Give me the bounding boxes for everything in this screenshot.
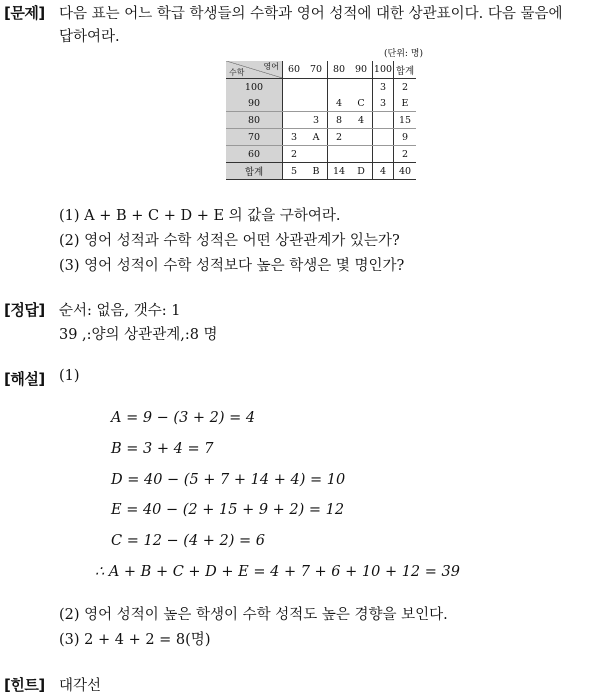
explanation-part2: (2) 영어 성적이 높은 학생이 수학 성적도 높은 경향을 보인다. [59, 607, 448, 623]
answer-line2: 39 ,:양의 상관관계,:8 명 [59, 327, 218, 343]
table-cell [350, 146, 373, 163]
equation-b: B = 3 + 4 = 7 [111, 441, 214, 457]
col-header: 80 [328, 61, 351, 79]
row-header: 100 [226, 79, 283, 96]
total-cell: 4 [373, 163, 394, 180]
col-header: 합계 [394, 61, 417, 79]
table-cell: 4 [350, 112, 373, 129]
table-cell [283, 112, 306, 129]
col-header: 70 [305, 61, 328, 79]
problem-text-line2: 답하여라. [59, 29, 120, 45]
table-cell: 3 [373, 95, 394, 112]
col-header: 100 [373, 61, 394, 79]
equation-e: E = 40 − (2 + 15 + 9 + 2) = 12 [111, 502, 345, 518]
total-cell: 5 [283, 163, 306, 180]
hint-text: 대각선 [59, 678, 102, 694]
table-cell: 3 [283, 129, 306, 146]
table-cell: 3 [305, 112, 328, 129]
question-3: (3) 영어 성적이 수학 성적보다 높은 학생은 몇 명인가? [59, 258, 405, 274]
total-cell: D [350, 163, 373, 180]
equation-c: C = 12 − (4 + 2) = 6 [111, 533, 266, 549]
table-cell [373, 129, 394, 146]
correlation-table [226, 61, 416, 180]
table-cell [373, 146, 394, 163]
total-cell: 40 [394, 163, 417, 180]
table-cell [305, 146, 328, 163]
table-cell [373, 112, 394, 129]
table-cell [350, 79, 373, 96]
table-cell: 9 [394, 129, 417, 146]
explanation-part3: (3) 2 + 4 + 2 = 8(명) [59, 632, 211, 648]
total-cell: 14 [328, 163, 351, 180]
table-corner [226, 61, 282, 78]
hint-label: [힌트] [4, 676, 45, 694]
table-cell: A [305, 129, 328, 146]
table-cell: E [394, 95, 417, 112]
table-cell [328, 79, 351, 96]
question-1: (1) A + B + C + D + E 의 값을 구하여라. [59, 208, 341, 224]
table-cell: 2 [290, 148, 298, 160]
problem-label: [문제] [4, 4, 45, 22]
table-cell: C [350, 95, 373, 112]
table-cell: 8 [328, 112, 351, 129]
total-cell: B [305, 163, 328, 180]
problem-text-line1: 다음 표는 어느 학급 학생들의 수학과 영어 성적에 대한 상관표이다. 다음 물음에 [59, 6, 563, 22]
row-header: 90 [226, 95, 283, 112]
explanation-label: [해설] [4, 370, 45, 388]
explanation-part1: (1) [59, 368, 80, 384]
total-row-header: 합계 [226, 163, 283, 180]
table-unit: (단위: 명) [384, 49, 423, 59]
col-header: 60 [283, 61, 306, 79]
equation-d: D = 40 − (5 + 7 + 14 + 4) = 10 [111, 472, 346, 488]
table-cell [328, 146, 351, 163]
equation-sum: ∴ A + B + C + D + E = 4 + 7 + 6 + 10 + 12 = 39 [95, 564, 460, 580]
col-header: 90 [350, 61, 373, 79]
row-header: 80 [226, 112, 283, 129]
table-cell [283, 79, 306, 96]
table-cell [305, 79, 328, 96]
answer-line1: 순서: 없음, 갯수: 1 [59, 303, 181, 319]
table-cell: 3 [373, 79, 394, 96]
table-cell: 2 [401, 148, 409, 160]
question-2: (2) 영어 성적과 수학 성적은 어떤 상관관계가 있는가? [59, 233, 400, 249]
table-cell: 15 [394, 112, 417, 129]
row-header: 60 [226, 146, 283, 163]
equation-a: A = 9 − (3 + 2) = 4 [111, 410, 256, 426]
table-cell: 4 [328, 95, 351, 112]
table-cell: 2 [401, 81, 409, 93]
table-cell [305, 95, 328, 112]
corner-english: 영어 [263, 62, 279, 71]
row-header: 70 [226, 129, 283, 146]
corner-math: 수학 [229, 68, 245, 77]
table-cell [350, 129, 373, 146]
table-cell [283, 95, 306, 112]
table-cell: 2 [328, 129, 351, 146]
answer-label: [정답] [4, 301, 45, 319]
